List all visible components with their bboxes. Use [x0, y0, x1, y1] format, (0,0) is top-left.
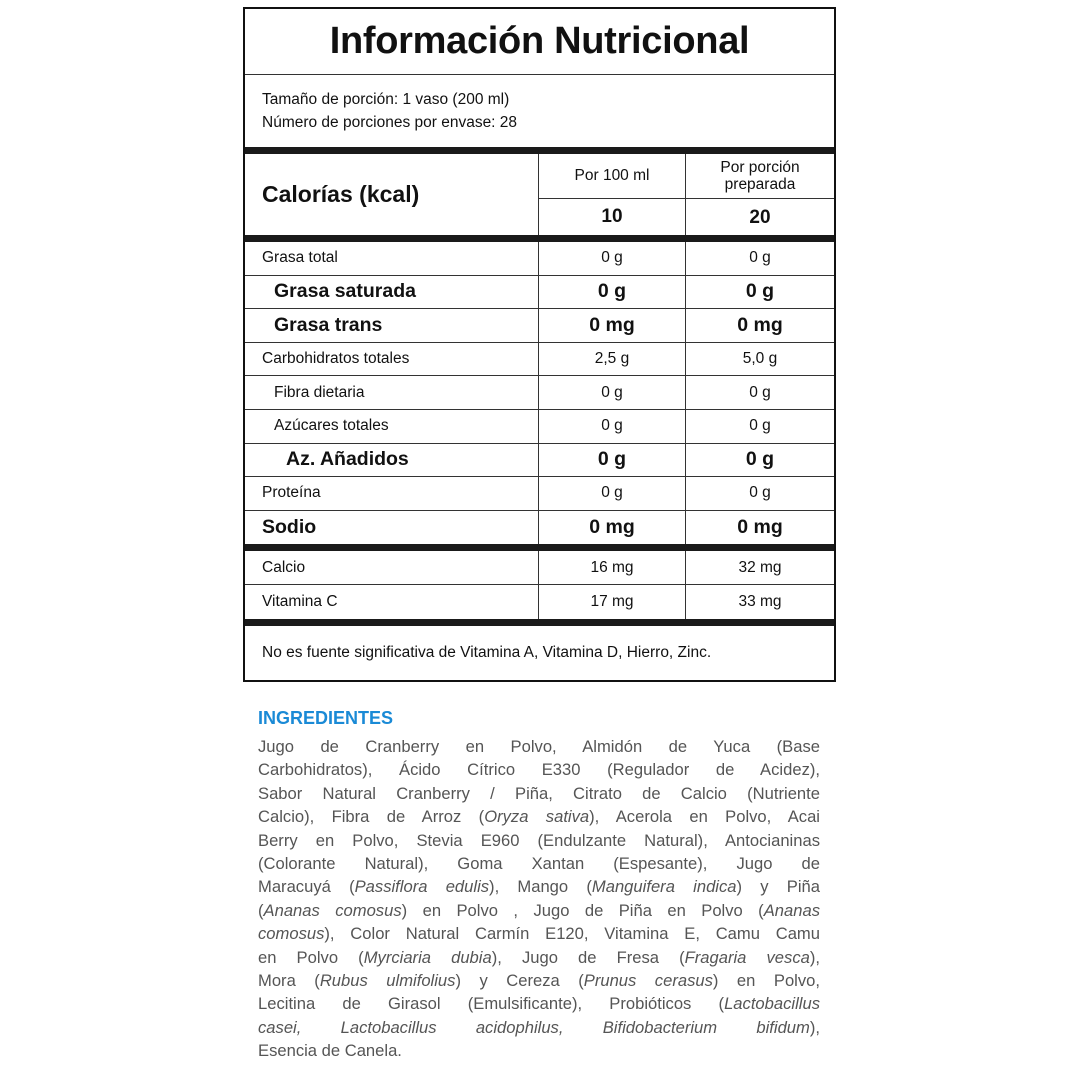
- scientific-name: Ananas comosus: [263, 900, 402, 920]
- value-per-100ml: 2,5 g: [539, 343, 686, 376]
- value-per-100ml: 0 mg: [539, 511, 686, 545]
- ingredients-line: [258, 875, 820, 898]
- table-row: [245, 585, 834, 619]
- ingredient-text: ), Acerola en Polvo, Acai: [589, 807, 820, 827]
- ingredients-line: [258, 992, 820, 1015]
- ingredient-text: ) en Polvo , Jugo de Piña en Polvo (: [401, 900, 764, 920]
- table-row: [245, 343, 834, 377]
- calories-per-100ml: 10: [539, 199, 686, 235]
- nutrient-label: Calcio: [245, 551, 539, 584]
- ingredients-line: [258, 1039, 820, 1062]
- ingredients-section: [258, 708, 820, 1063]
- scientific-name: Passiflora edulis: [354, 877, 490, 897]
- value-per-100ml: 0 g: [539, 276, 686, 309]
- ingredient-text: ) y Piña: [736, 877, 820, 897]
- ingredient-text: Mora (: [258, 971, 320, 991]
- ingredients-line: [258, 829, 820, 852]
- value-per-100ml: 0 g: [539, 410, 686, 443]
- value-per-100ml: 16 mg: [539, 551, 686, 584]
- ingredient-text: en Polvo (: [258, 947, 364, 967]
- scientific-name: comosus: [258, 924, 325, 944]
- value-per-serving: 5,0 g: [742, 350, 778, 368]
- calories-per-serving: 20: [749, 206, 771, 228]
- ingredient-text: (: [258, 900, 264, 920]
- nutrient-label: Az. Añadidos: [245, 444, 539, 477]
- ingredients-line: [258, 805, 820, 828]
- value-per-serving: 33 mg: [738, 592, 782, 610]
- ingredients-line: [258, 946, 820, 969]
- table-row: [245, 242, 834, 276]
- ingredient-text: ), Mango (: [489, 877, 592, 897]
- nutrient-label: Proteína: [245, 477, 539, 510]
- minerals-table: [245, 551, 834, 618]
- panel-title: Información Nutricional: [245, 9, 834, 75]
- nutrients-table: [245, 242, 834, 544]
- divider: [245, 544, 834, 551]
- serving-size: Tamaño de porción: 1 vaso (200 ml): [262, 91, 510, 108]
- ingredient-text: (Colorante Natural), Goma Xantan (Espesante), Jugo de: [258, 854, 820, 874]
- value-per-100ml: 0 mg: [539, 309, 686, 342]
- ingredients-line: [258, 758, 820, 781]
- nutrient-label: Grasa saturada: [245, 276, 539, 309]
- ingredient-text: ),: [809, 1017, 820, 1037]
- ingredient-text: Berry en Polvo, Stevia E960 (Endulzante Natural), Antocianinas: [258, 830, 820, 850]
- ingredients-heading: INGREDIENTES: [258, 708, 394, 728]
- value-per-100ml: 0 g: [539, 376, 686, 409]
- table-row: [245, 309, 834, 343]
- column-header-per-100ml: Por 100 ml: [539, 154, 686, 198]
- nutrient-label: Sodio: [245, 511, 539, 545]
- table-row: [245, 477, 834, 511]
- value-per-serving: 0 g: [749, 417, 771, 435]
- column-header-per-serving: Por porción preparada: [720, 159, 800, 193]
- value-per-serving: 0 g: [749, 484, 771, 502]
- scientific-name: Rubus ulmifolius: [319, 971, 456, 991]
- divider: [245, 235, 834, 242]
- servings-per-container: Número de porciones por envase: 28: [262, 114, 518, 131]
- ingredient-text: Jugo de Cranberry en Polvo, Almidón de Yuca (Base: [258, 737, 820, 756]
- ingredients-line: [258, 899, 820, 922]
- ingredient-text: Carbohidratos), Ácido Cítrico E330 (Regulador de Acidez),: [258, 760, 820, 780]
- ingredient-text: ) y Cereza (: [455, 971, 584, 991]
- value-per-serving: 0 g: [745, 280, 775, 303]
- serving-info: [245, 75, 834, 147]
- nutrient-label: Grasa trans: [245, 309, 539, 342]
- scientific-name: Ananas: [763, 900, 820, 920]
- scientific-name: Myrciaria dubia: [363, 947, 492, 967]
- table-row: [245, 410, 834, 444]
- ingredient-text: Lecitina de Girasol (Emulsificante), Probióticos (: [258, 994, 725, 1014]
- value-per-serving: 0 mg: [737, 313, 783, 336]
- ingredients-text: [258, 735, 820, 1063]
- divider: [245, 147, 834, 154]
- ingredient-text: ), Color Natural Carmín E120, Vitamina E, Camu Camu: [324, 924, 820, 944]
- calories-label: Calorías (kcal): [245, 154, 539, 235]
- footer-note: No es fuente significativa de Vitamina A, Vitamina D, Hierro, Zinc.: [262, 644, 712, 662]
- value-per-100ml: 0 g: [539, 477, 686, 510]
- scientific-name: Fragaria vesca: [684, 947, 810, 967]
- scientific-name: Manguifera indica: [591, 877, 737, 897]
- ingredients-line: [258, 782, 820, 805]
- value-per-serving: 0 mg: [737, 516, 783, 539]
- nutrient-label: Grasa total: [245, 242, 539, 275]
- table-row: [245, 376, 834, 410]
- nutrient-label: Azúcares totales: [245, 410, 539, 443]
- ingredient-text: ),: [809, 947, 821, 967]
- scientific-name: Prunus cerasus: [583, 971, 713, 991]
- nutrition-facts-panel: [243, 7, 836, 682]
- value-per-serving: 32 mg: [738, 558, 782, 576]
- ingredient-text: Calcio), Fibra de Arroz (: [258, 807, 485, 827]
- calories-section: [245, 154, 834, 235]
- value-per-serving: 0 g: [749, 383, 771, 401]
- table-row: [245, 511, 834, 545]
- scientific-name: casei, Lactobacillus acidophilus, Bifidobacterium bifidum: [258, 1017, 810, 1037]
- table-row: [245, 276, 834, 310]
- value-per-100ml: 17 mg: [539, 585, 686, 619]
- value-per-serving: 0 g: [745, 448, 775, 471]
- ingredients-line: [258, 969, 820, 992]
- ingredient-text: ) en Polvo,: [712, 971, 820, 991]
- value-per-serving: 0 g: [749, 249, 771, 267]
- ingredients-line: [258, 735, 820, 758]
- ingredient-text: ), Jugo de Fresa (: [491, 947, 685, 967]
- ingredients-line: [258, 852, 820, 875]
- value-per-100ml: 0 g: [539, 444, 686, 477]
- table-row: [245, 444, 834, 478]
- scientific-name: Oryza sativa: [484, 807, 590, 827]
- scientific-name: Lactobacillus: [724, 994, 820, 1014]
- ingredient-text: Maracuyá (: [258, 877, 355, 897]
- table-row: [245, 551, 834, 585]
- ingredient-text: Esencia de Canela.: [258, 1041, 402, 1061]
- nutrient-label: Carbohidratos totales: [245, 343, 539, 376]
- divider: [245, 619, 834, 626]
- ingredient-text: Sabor Natural Cranberry / Piña, Citrato de Calcio (Nutriente: [258, 783, 820, 803]
- value-per-100ml: 0 g: [539, 242, 686, 275]
- ingredients-line: [258, 922, 820, 945]
- ingredients-line: [258, 1016, 820, 1039]
- nutrient-label: Fibra dietaria: [245, 376, 539, 409]
- nutrient-label: Vitamina C: [245, 585, 539, 619]
